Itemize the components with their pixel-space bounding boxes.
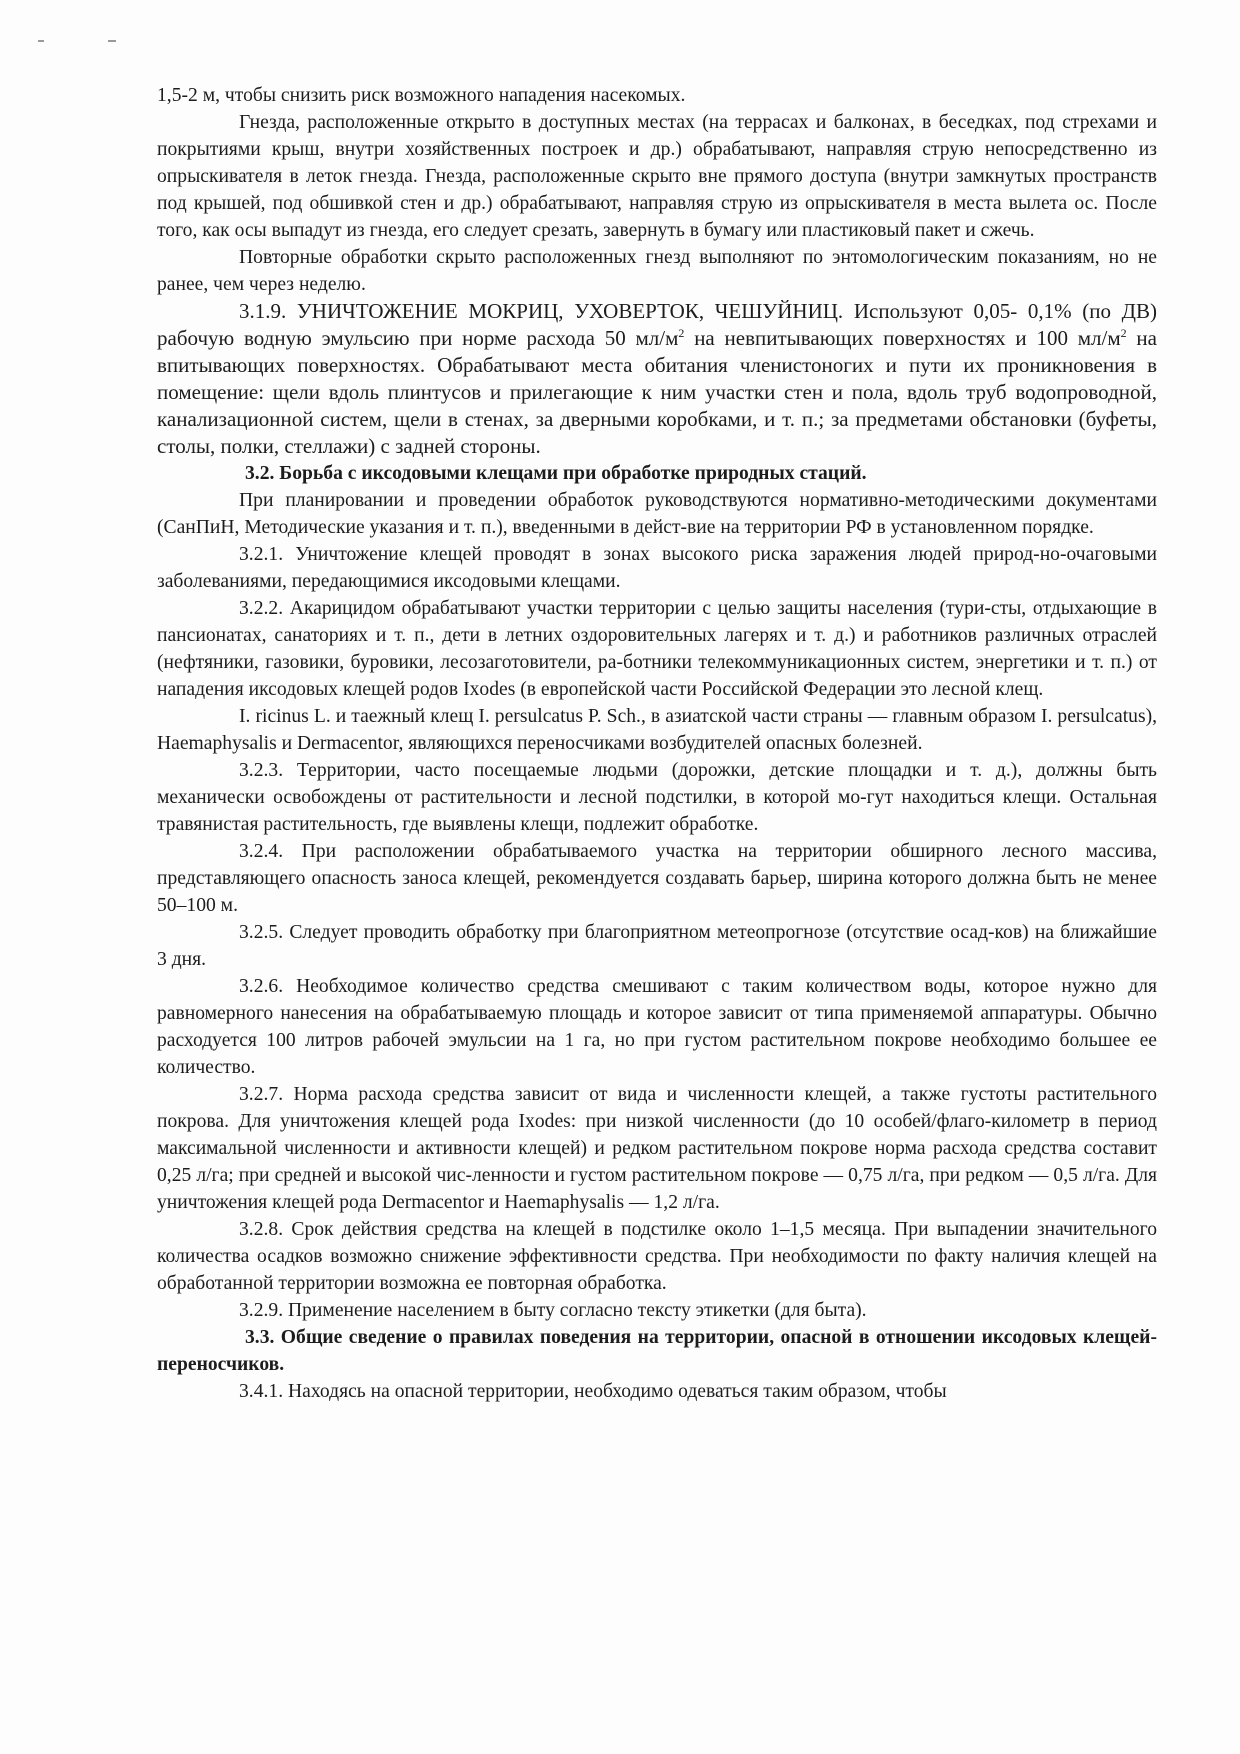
- paragraph-text: 3.1.9. УНИЧТОЖЕНИЕ МОКРИЦ, УХОВЕРТОК, ЧЕШУЙНИЦ. Используют 0,05- 0,1% (по ДВ) рабочую водную эмульсию при норме расхода 50 мл/м: [157, 299, 1157, 350]
- paragraph: I. ricinus L. и таежный клещ I. persulcatus P. Sch., в азиатской части страны — главным образом I. persulcatus), Haemaphysalis и Dermacentor, являющихся переносчиками возбудителей опасных болезней.: [157, 706, 1157, 754]
- scan-artifact: [108, 40, 116, 42]
- paragraph: 3.2.9. Применение населением в быту согласно тексту этикетки (для быта).: [239, 1300, 867, 1321]
- section-heading: 3.2. Борьба с иксодовыми клещами при обработке природных стаций.: [245, 463, 867, 484]
- document-body: [157, 82, 1157, 1405]
- paragraph: 3.2.3. Территории, часто посещаемые людьми (дорожки, детские площадки и т. д.), должны быть механически освобождены от растительности и лесной подстилки, в которой мо-гут находиться клещи. Остальная травянистая растительность, где выявлены клещи, подлежит обработке.: [157, 760, 1157, 835]
- paragraph: 3.2.8. Срок действия средства на клещей в подстилке около 1–1,5 месяца. При выпадении значительного количества осадков возможно снижение эффективности средства. При необходимости по факту наличия клещей на обработанной территории возможна ее повторная обработка.: [157, 1219, 1157, 1294]
- paragraph: Повторные обработки скрыто расположенных гнезд выполняют по энтомологическим показаниям, но не ранее, чем через неделю.: [157, 247, 1157, 295]
- paragraph: Гнезда, расположенные открыто в доступных местах (на террасах и балконах, в беседках, под стрехами и покрытиями крыш, внутри хозяйственных построек и др.) обрабатывают, направляя струю непосредственно из опрыскивателя в леток гнезда. Гнезда, расположенные скрыто вне прямого доступа (внутри замкнутых пространств под крышей, под обшивкой стен и др.) обрабатывают, направляя струю из опрыскивателя в места вылета ос. После того, как осы выпадут из гнезда, его следует срезать, завернуть в бумагу или пластиковый пакет и сжечь.: [157, 112, 1157, 241]
- paragraph-text: на впитывающих поверхностях. Обрабатывают места обитания членистоногих и пути их проникновения в помещение: щели вдоль плинтусов и прилегающие к ним участки стен и пола, вдоль труб водопроводной, канализационной систем, щели в стенах, за дверными коробками, и т. п.; за предметами обстановки (буфеты, столы, полки, стеллажи) с задней стороны.: [157, 326, 1157, 458]
- unit-exponent: 2: [1120, 326, 1127, 340]
- paragraph: [157, 298, 1157, 460]
- unit-exponent: 2: [678, 326, 685, 340]
- paragraph: 1,5-2 м, чтобы снизить риск возможного нападения насекомых.: [157, 85, 686, 106]
- section-heading: 3.3. Общие сведение о правилах поведения на территории, опасной в отношении иксодовых клещей-переносчиков.: [157, 1327, 1157, 1375]
- scan-artifact: [38, 40, 44, 42]
- paragraph-text: на невпитывающих поверхностях и 100 мл/м: [684, 326, 1121, 350]
- paragraph: 3.2.1. Уничтожение клещей проводят в зонах высокого риска заражения людей природ-но-очаговыми заболеваниями, передающимися иксодовыми клещами.: [157, 544, 1157, 592]
- paragraph: 3.2.2. Акарицидом обрабатывают участки территории с целью защиты населения (тури-сты, отдыхающие в пансионатах, санаториях и т. п., дети в летних оздоровительных лагерях и т. д.) и работников различных отраслей (нефтяники, газовики, буровики, лесозаготовители, ра-ботники телекоммуникационных систем, энергетики и т. п.) от нападения иксодовых клещей родов Ixodes (в европейской части Российской Федерации это лесной клещ.: [157, 598, 1157, 700]
- paragraph: При планировании и проведении обработок руководствуются нормативно-методическими документами (СанПиН, Методические указания и т. п.), введенными в дейст-вие на территории РФ в установленном порядке.: [157, 490, 1157, 538]
- paragraph: 3.2.5. Следует проводить обработку при благоприятном метеопрогнозе (отсутствие осад-ков) на ближайшие 3 дня.: [157, 922, 1157, 970]
- paragraph: 3.2.6. Необходимое количество средства смешивают с таким количеством воды, которое нужно для равномерного нанесения на обрабатываемую площадь и которое зависит от типа применяемой аппаратуры. Обычно расходуется 100 литров рабочей эмульсии на 1 га, но при густом растительном покрове необходимо большее ее количество.: [157, 976, 1157, 1078]
- paragraph: 3.2.7. Норма расхода средства зависит от вида и численности клещей, а также густоты растительного покрова. Для уничтожения клещей рода Ixodes: при низкой численности (до 10 особей/флаго-километр в период максимальной численности и активности клещей) и редком растительном покрове норма расхода средства составит 0,25 л/га; при средней и высокой чис-ленности и густом растительном покрове — 0,75 л/га, при редком — 0,5 л/га. Для уничтожения клещей рода Dermacentor и Haemaphysalis — 1,2 л/га.: [157, 1084, 1157, 1213]
- paragraph: 3.2.4. При расположении обрабатываемого участка на территории обширного лесного массива, представляющего опасность заноса клещей, рекомендуется создавать барьер, ширина которого должна быть не менее 50–100 м.: [157, 841, 1157, 916]
- paragraph: 3.4.1. Находясь на опасной территории, необходимо одеваться таким образом, чтобы: [239, 1381, 947, 1402]
